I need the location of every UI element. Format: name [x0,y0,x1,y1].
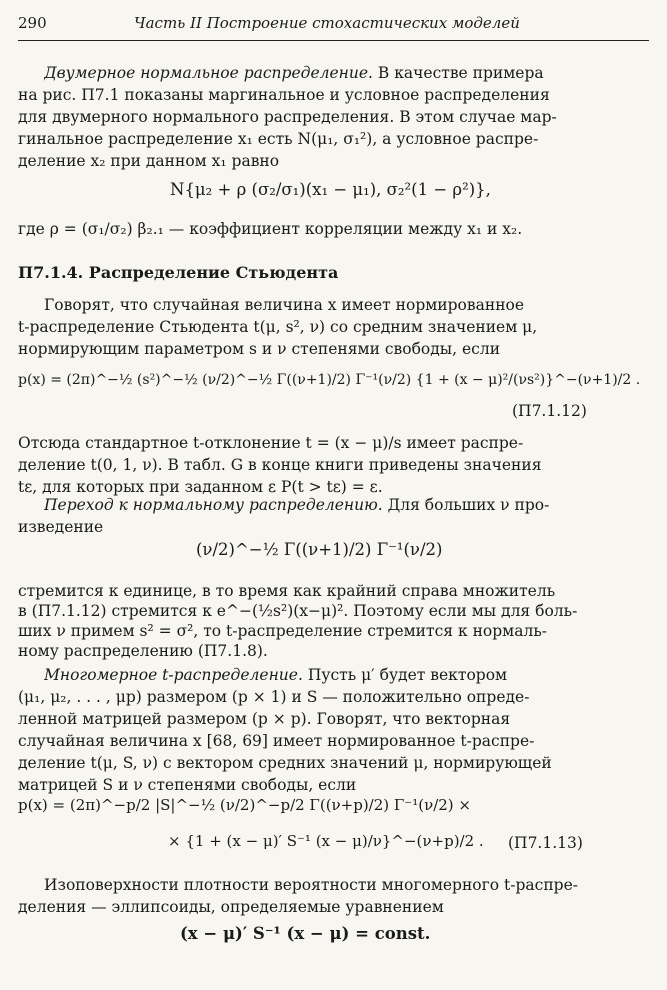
paragraph-line: где ρ = (σ₁/σ₂) β₂.₁ — коэффициент корреляции между x₁ и x₂. [18,220,523,238]
run-in-heading: Двумерное нормальное распределение. [44,64,373,82]
formula-product: (ν/2)^−½ Γ((ν+1)/2) Γ⁻¹(ν/2) [196,540,443,559]
text-run: В качестве примера [377,64,544,82]
paragraph-line: Говорят, что случайная величина x имеет нормированное [44,296,525,314]
page-number: 290 [18,14,47,32]
paragraph-line: случайная величина x [68, 69] имеет нормированное t-распре- [18,732,535,750]
formula-ellipsoid: (x − μ)′ S⁻¹ (x − μ) = const. [180,924,431,943]
paragraph-line: нормирующим параметром s и ν степенями свободы, если [18,340,501,358]
paragraph-line [44,664,638,686]
text-run: Пусть μ′ будет вектором [307,666,508,684]
paragraph-line [44,494,638,516]
paragraph-line: t-распределение Стьюдента t(μ, s², ν) со средним значением μ, [18,318,538,336]
paragraph-line: на рис. П7.1 показаны маргинальное и условное распределения [18,86,550,104]
section-heading: П7.1.4. Распределение Стьюдента [18,263,339,282]
paragraph-line: (μ₁, μ₂, . . . , μp) размером (p × 1) и S — положительно опреде- [18,688,530,706]
equation-number: (П7.1.12) [512,402,587,420]
page-header [18,12,649,41]
paragraph-line: деление x₂ при данном x₁ равно [18,152,280,170]
run-in-heading: Многомерное t-распределение. [44,666,303,684]
paragraph-line: ших ν примем s² = σ², то t-распределение стремится к нормаль- [18,622,547,640]
paragraph-line: деление t(0, 1, ν). В табл. G в конце книги приведены значения [18,456,542,474]
running-head: Часть II Построение стохастических моделей [134,14,520,32]
run-in-heading: Переход к нормальному распределению. [44,496,383,514]
formula-multivariate-line1: p(x) = (2π)^−p/2 |S|^−½ (ν/2)^−p/2 Γ((ν+p)/2) Γ⁻¹(ν/2) × [18,796,471,814]
paragraph-line: деление t(μ, S, ν) с вектором средних значений μ, нормирующей [18,754,552,772]
formula-multivariate-line2: × {1 + (x − μ)′ S⁻¹ (x − μ)/ν}^−(ν+p)/2 . [168,832,484,850]
paragraph-line [44,62,638,84]
paragraph-line: tε, для которых при заданном ε P(t > tε) = ε. [18,478,383,496]
paragraph-line: деления — эллипсоиды, определяемые уравнением [18,898,444,916]
paragraph-line: ному распределению (П7.1.8). [18,642,268,660]
paragraph-line: изведение [18,518,104,536]
paragraph-line: Изоповерхности плотности вероятности многомерного t-распре- [44,876,578,894]
paragraph-line: для двумерного нормального распределения. В этом случае мар- [18,108,557,126]
paragraph-line: ленной матрицей размером (p × p). Говорят, что векторная [18,710,511,728]
equation-number: (П7.1.13) [508,834,583,852]
paragraph-line: Отсюда стандартное t-отклонение t = (x − μ)/s имеет распре- [18,434,524,452]
paragraph-line: стремится к единице, в то время как крайний справа множитель [18,582,556,600]
formula-student: p(x) = (2π)^−½ (s²)^−½ (ν/2)^−½ Γ((ν+1)/2) Γ⁻¹(ν/2) {1 + (x − μ)²/(νs²)}^−(ν+1)/2 . [18,372,641,388]
paragraph-line: матрицей S и ν степенями свободы, если [18,776,357,794]
text-run: Для больших ν про- [387,496,550,514]
formula-conditional: N{μ₂ + ρ (σ₂/σ₁)(x₁ − μ₁), σ₂²(1 − ρ²)}, [170,180,491,199]
paragraph-line: в (П7.1.12) стремится к e^−(½s²)(x−μ)². Поэтому если мы для боль- [18,602,578,620]
paragraph-line: гинальное распределение x₁ есть N(μ₁, σ₁²), а условное распре- [18,130,539,148]
